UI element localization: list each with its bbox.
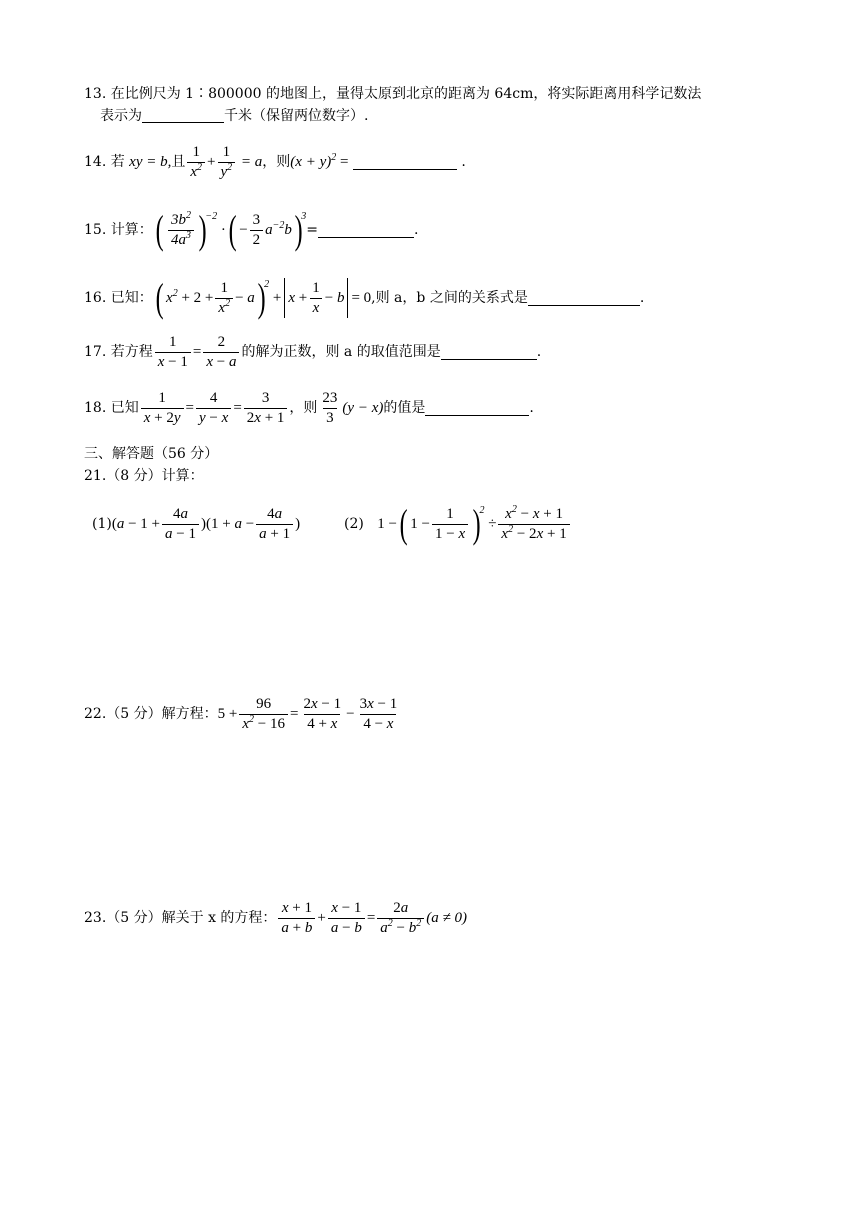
question-text: 且 xyxy=(171,154,186,170)
formula: 1 − ( 1 − $\frac{1}{1 - x}$ ) 2 ÷ $\frac{x^2 - x + 1}{x^2 - 2x + 1}$ xyxy=(377,504,572,544)
formula: $\frac{1}{x - 1}$ = $\frac{2}{x - a}$ xyxy=(153,334,242,371)
question-21 xyxy=(84,466,204,486)
question-text: 若方程 xyxy=(110,344,153,360)
formula: (a − 1 + $\frac{4a}{a - 1}$ )(1 + a − $\frac{4a}{a + 1}$ ) xyxy=(111,505,301,542)
question-text: 若 xyxy=(110,154,125,170)
question-text: 的值是 xyxy=(383,400,426,416)
question-text: ,则 a，b 之间的关系式是 xyxy=(371,290,528,306)
question-21-part-2 xyxy=(344,498,572,550)
question-number: 23. xyxy=(84,910,107,926)
question-text: （5 分）解方程： xyxy=(106,706,218,722)
formula: $\frac{x + 1}{a + b}$ + $\frac{x - 1}{a - b}$ = $\frac{2a}{a^2 - b^2}$ (a ≠ 0) xyxy=(276,900,467,937)
question-23 xyxy=(84,896,467,940)
answer-blank[interactable] xyxy=(142,108,224,123)
equals-sign: = xyxy=(306,222,318,238)
formula: ( $\frac{3b^2}{4a^3}$ ) −2 · ( − $\frac{3}{2}$ $a^{-2}b$ ) 3 xyxy=(155,207,307,252)
question-number: 21. xyxy=(84,468,107,484)
question-text: . xyxy=(461,154,466,170)
question-22 xyxy=(84,692,402,736)
question-13-line2 xyxy=(100,106,368,126)
part-label: (2) xyxy=(344,516,364,532)
question-15 xyxy=(84,200,418,260)
question-number: 18. xyxy=(84,400,107,416)
question-text: 在比例尺为 1∶800000 的地图上，量得太原到北京的距离为 64cm，将实际距离用科学记数法 xyxy=(110,86,702,102)
question-text: . xyxy=(536,344,542,360)
question-14 xyxy=(84,140,466,184)
question-text: . xyxy=(639,290,645,306)
formula: $\frac{23}{3}$ (y − x) xyxy=(322,389,384,426)
formula: $\frac{1}{x^2}$ + $\frac{1}{y^2}$ = a xyxy=(185,144,262,181)
question-number: 13. xyxy=(84,86,107,102)
formula: $\frac{1}{x + 2y}$ = $\frac{4}{y - x}$ = $\frac{3}{2x + 1}$ xyxy=(139,390,290,427)
question-18 xyxy=(84,386,534,430)
question-text: （8 分）计算： xyxy=(106,468,204,484)
formula: 5 + $\frac{96}{x^2 - 16}$ = $\frac{2x - 1}{4 + x}$ − $\frac{3x - 1}{4 - x}$ xyxy=(217,695,398,732)
formula: $(x + y)^2$ = xyxy=(290,152,349,170)
question-21-part-1 xyxy=(92,498,300,550)
answer-blank[interactable] xyxy=(425,401,529,416)
answer-blank[interactable] xyxy=(353,155,457,170)
question-text: . xyxy=(413,222,419,238)
answer-blank[interactable] xyxy=(528,291,640,306)
formula: ( $x^2$ + 2 + $\frac{1}{x^2}$ − a ) 2 + x + $\frac{1}{x}$ − b = 0 xyxy=(155,275,372,320)
question-16 xyxy=(84,272,644,324)
part-label: (1) xyxy=(92,516,112,532)
question-text: （5 分）解关于 x 的方程： xyxy=(106,910,277,926)
answer-blank[interactable] xyxy=(441,345,537,360)
question-text: 表示为 xyxy=(100,108,142,124)
question-text: 千米（保留两位数字）. xyxy=(224,108,369,124)
question-number: 17. xyxy=(84,344,107,360)
question-number: 22. xyxy=(84,706,107,722)
section-heading: 三、解答题（56 分） xyxy=(84,446,219,462)
question-text: 已知： xyxy=(110,290,153,306)
question-number: 14. xyxy=(84,154,107,170)
question-number: 16. xyxy=(84,290,107,306)
question-text: 已知 xyxy=(110,400,139,416)
answer-blank[interactable] xyxy=(318,223,414,238)
question-13 xyxy=(84,84,701,104)
question-number: 15. xyxy=(84,222,107,238)
question-text: . xyxy=(529,400,534,416)
question-text: 计算： xyxy=(110,222,153,238)
question-text: ，则 xyxy=(289,400,318,416)
question-text: 的解为正数，则 a 的取值范围是 xyxy=(241,344,441,360)
condition: xy = b, xyxy=(129,154,172,170)
question-text: ，则 xyxy=(262,154,291,170)
question-17 xyxy=(84,330,541,374)
